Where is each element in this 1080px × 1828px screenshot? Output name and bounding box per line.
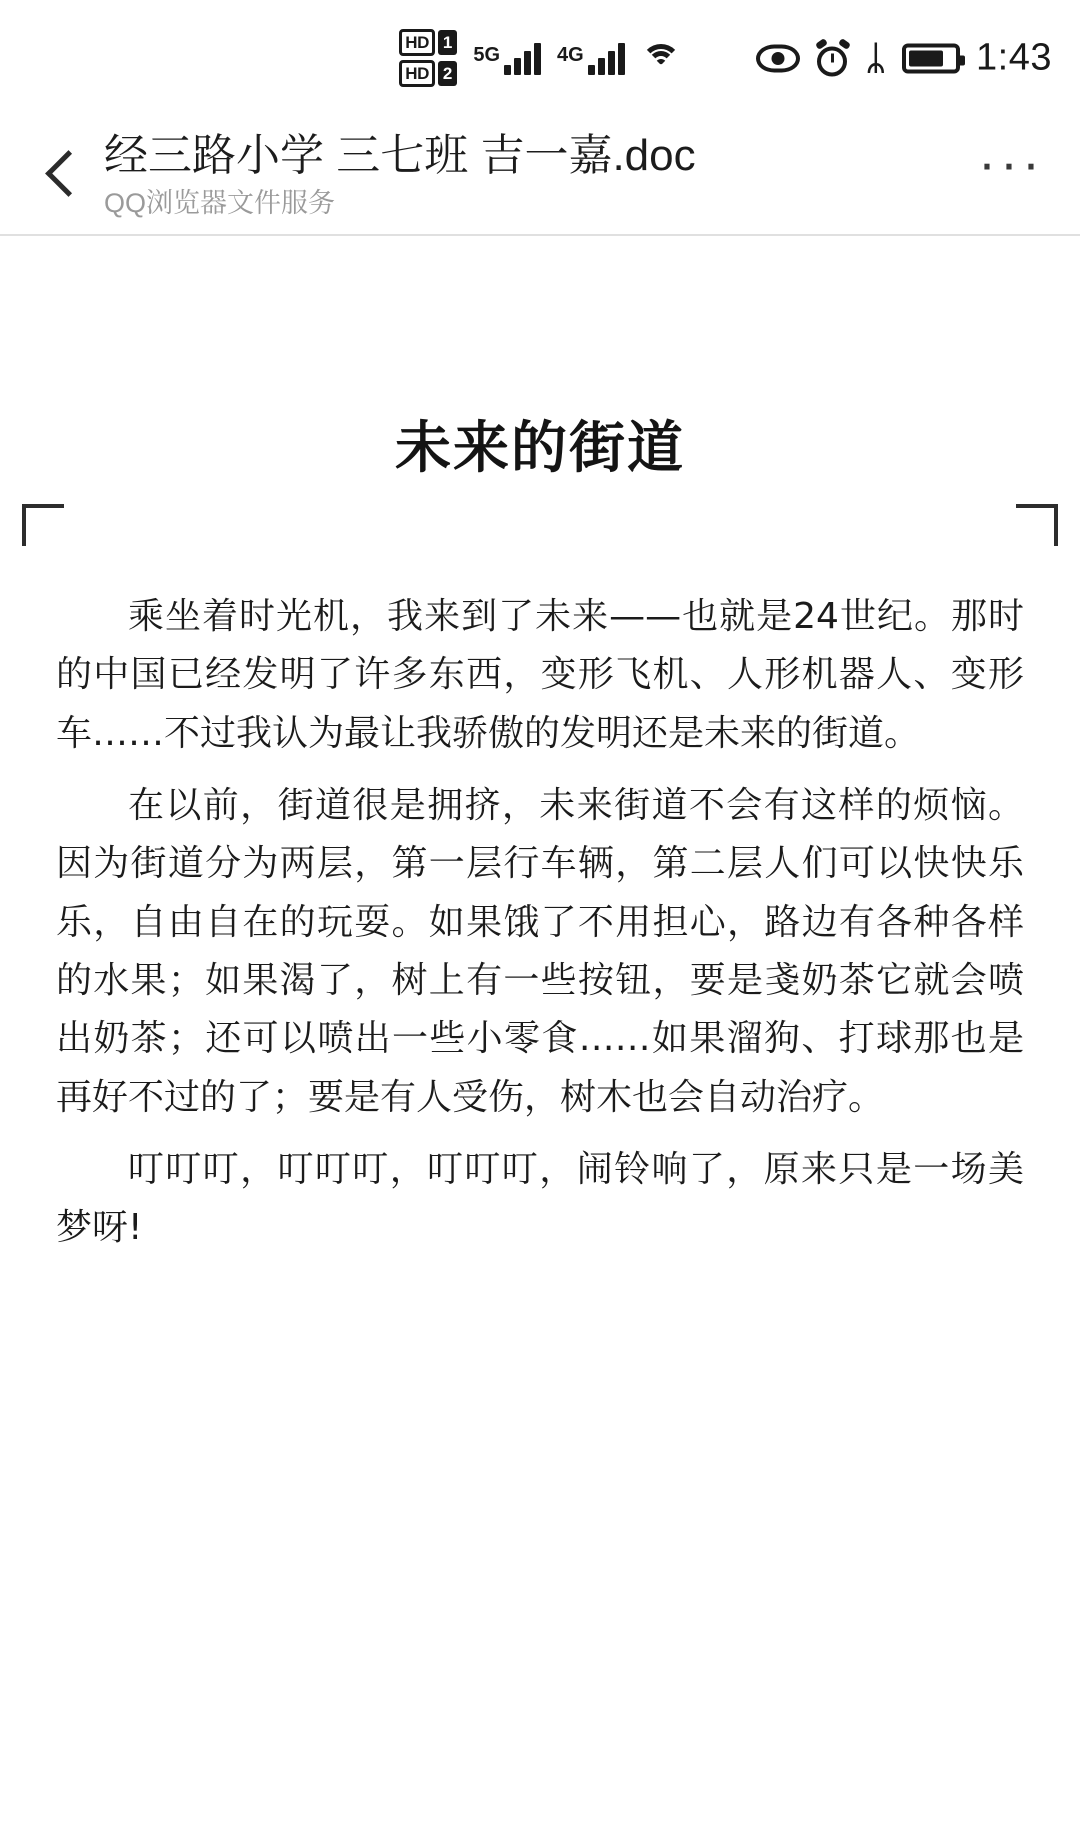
hd-volte-indicators — [399, 29, 457, 87]
hd-icon-sim1: HD — [399, 29, 435, 56]
header-divider — [0, 234, 1080, 236]
hd-sim2-number: 2 — [438, 61, 457, 86]
alarm-clock-icon — [816, 40, 850, 76]
wifi-icon — [641, 42, 681, 74]
hd-badge-sim2 — [399, 60, 457, 87]
hd-sim1-number: 1 — [438, 30, 457, 55]
signal-sim2 — [557, 41, 625, 75]
eye-care-icon — [756, 44, 800, 72]
signal-sim1 — [473, 41, 541, 75]
signal-bars-icon-sim2 — [588, 41, 625, 75]
signal-bars-icon-sim1 — [504, 41, 541, 75]
document-paragraph: 乘坐着时光机，我来到了未来——也就是24世纪。那时的中国已经发明了许多东西，变形飞机、人形机器人、变形车……不过我认为最让我骄傲的发明还是未来的街道。 — [56, 596, 1024, 754]
crop-mark-top-left-icon — [22, 504, 64, 546]
page-title: 经三路小学 三七班 吉一嘉.doc — [104, 130, 696, 180]
document-paragraph: 在以前，街道很是拥挤，未来街道不会有这样的烦恼。因为街道分为两层，第一层行车辆，第二层人们可以快快乐乐，自由自在的玩耍。如果饿了不用担心，路边有各种各样的水果；如果渴了，树上有一些按钮，要是戔奶茶它就会喷出奶茶；还可以喷出一些小零食……如果溜狗、打球那也是再好不过的了；要是有人受伤，树木也会自动治疗。 — [56, 784, 1024, 1118]
status-bar — [0, 0, 1080, 116]
status-bar-clock: 1:43 — [976, 36, 1052, 79]
title-block — [96, 131, 960, 219]
status-bar-center — [399, 29, 680, 87]
document-viewer[interactable] — [0, 404, 1080, 1828]
more-options-icon[interactable]: ··· — [978, 133, 1044, 194]
hd-icon-sim2: HD — [399, 60, 435, 87]
page-subtitle: QQ浏览器文件服务 — [104, 188, 336, 219]
network-type-label-sim2: 4G — [557, 44, 584, 66]
crop-mark-top-right-icon — [1016, 504, 1058, 546]
back-icon[interactable] — [40, 145, 86, 205]
bluetooth-icon: ᛦ — [865, 39, 887, 77]
status-bar-right — [756, 37, 1052, 80]
document-paragraph: 叮叮叮，叮叮叮，叮叮叮，闹铃响了，原来只是一场美梦呀! — [56, 1148, 1024, 1249]
app-title-bar — [0, 116, 1080, 234]
document-body — [46, 588, 1034, 1257]
network-type-label-sim1: 5G — [473, 44, 501, 66]
document-heading: 未来的街道 — [395, 416, 685, 481]
hd-badge-sim1 — [399, 29, 457, 56]
battery-icon — [902, 43, 960, 73]
